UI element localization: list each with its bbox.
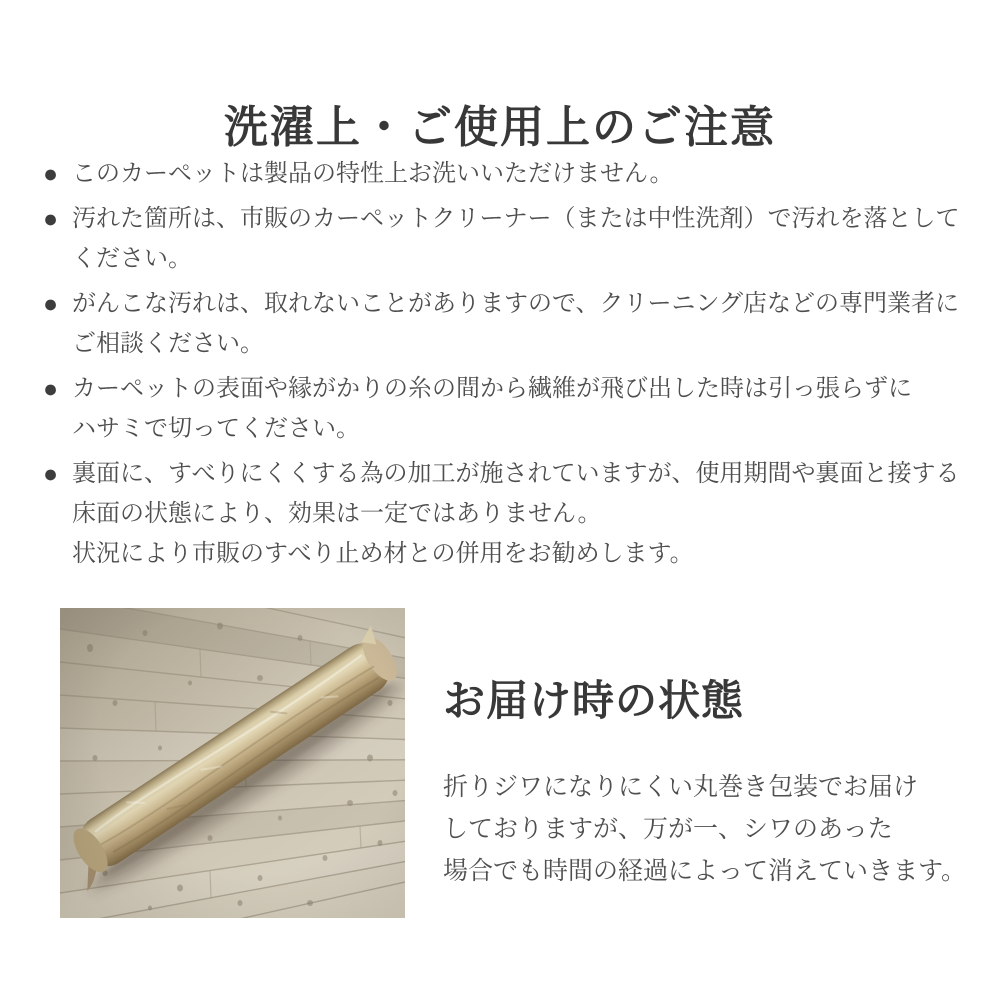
page-title: 洗濯上・ご使用上のご注意 xyxy=(224,103,776,153)
note-text xyxy=(72,199,960,279)
note-line: 床面の状態により、効果は一定ではありません。 xyxy=(72,500,602,527)
note-item xyxy=(43,369,973,449)
note-text xyxy=(72,454,960,574)
note-line: がんこな汚れは、取れないことがありますので、クリーニング店などの専門業者に xyxy=(72,290,960,317)
bullet-icon: ● xyxy=(43,160,59,188)
note-item xyxy=(43,154,973,194)
carpet-roll-photo-svg xyxy=(60,608,405,918)
bullet-icon: ● xyxy=(43,290,59,318)
note-line: ご相談ください。 xyxy=(72,330,264,357)
note-text xyxy=(72,369,912,449)
precautions-list xyxy=(43,154,973,579)
note-text xyxy=(72,154,673,194)
bullet-icon: ● xyxy=(43,460,59,488)
note-line: ハサミで切ってください。 xyxy=(72,415,360,442)
note-item xyxy=(43,199,973,279)
note-line: このカーペットは製品の特性上お洗いいただけません。 xyxy=(72,160,674,187)
note-text xyxy=(72,284,959,364)
photo-corner-shade xyxy=(60,608,405,918)
note-line: 状況により市販のすべり止め材との併用をお勧めします。 xyxy=(72,540,694,567)
note-item xyxy=(43,284,973,364)
delivery-text-line: 場合でも時間の経過によって消えていきます。 xyxy=(443,856,967,885)
delivery-heading: お届け時の状態 xyxy=(443,676,745,724)
carpet-roll-photo xyxy=(60,608,405,918)
note-item xyxy=(43,454,973,574)
delivery-text xyxy=(443,766,993,892)
bullet-icon: ● xyxy=(43,375,59,403)
delivery-text-line: しておりますが、万が一、シワのあった xyxy=(443,814,893,843)
delivery-text-line: 折りジワになりにくい丸巻き包装でお届け xyxy=(443,772,919,801)
note-line: カーペットの表面や縁がかりの糸の間から繊維が飛び出した時は引っ張らずに xyxy=(72,375,912,402)
bullet-icon: ● xyxy=(43,205,59,233)
note-line: 裏面に、すべりにくくする為の加工が施されていますが、使用期間や裏面と接する xyxy=(72,460,960,487)
note-line: ください。 xyxy=(72,245,192,272)
note-line: 汚れた箇所は、市販のカーペットクリーナー（または中性洗剤）で汚れを落として xyxy=(72,205,960,232)
delivery-section xyxy=(443,640,993,892)
